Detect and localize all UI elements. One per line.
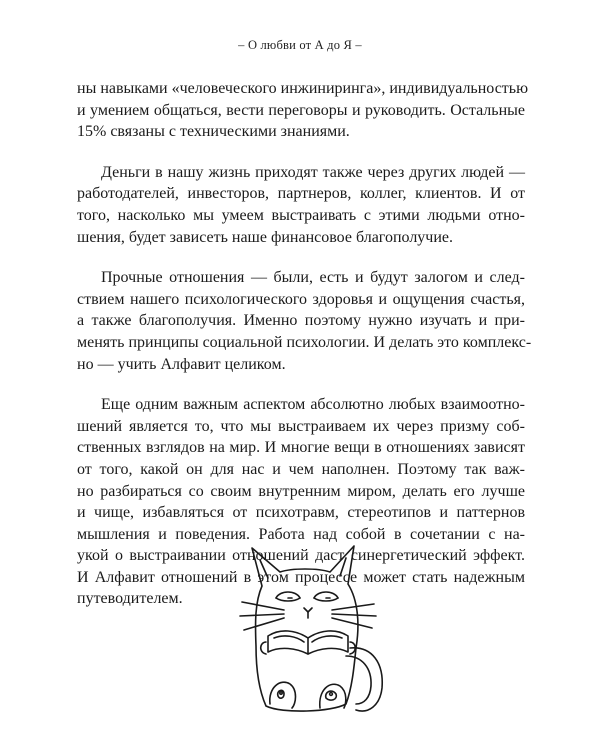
text-line: от того, какой он для нас и чем наполнен. Поэтому так важ- — [77, 460, 525, 478]
text-line: укой о выстраивании отношений даст синергетический эффект. — [77, 547, 525, 565]
text-line: ны навыками «человеческого инжиниринга», индивидуальностью — [77, 80, 529, 97]
cat-reading-book-icon — [222, 538, 392, 718]
text-line: 15% связаны с техническими знаниями. — [77, 123, 350, 141]
text-line: шения, будет зависеть наше финансовое благополучие. — [77, 228, 454, 246]
paragraph-1 — [77, 78, 529, 143]
text-line: мышления и поведения. Работа над собой в сочетании с на- — [77, 525, 525, 543]
text-line: Деньги в нашу жизнь приходят также через других людей — — [101, 163, 525, 181]
text-line: И Алфавит отношений в этом процессе может стать надежным — [77, 568, 525, 586]
text-line: менять принципы социальной психологии. И делать это комплекс- — [77, 333, 532, 351]
paragraph-3 — [77, 267, 532, 375]
text-line: и чище, избавляться от психотравм, стереотипов и паттернов — [77, 504, 525, 522]
text-line: того, насколько мы умеем выстраивать с этими людьми отно- — [77, 206, 525, 224]
text-line: но — учить Алфавит целиком. — [77, 355, 286, 373]
paragraph-2 — [77, 162, 525, 248]
text-line: Прочные отношения — были, есть и будут залогом и след- — [101, 269, 525, 287]
text-line: ственных взглядов на мир. И многие вещи в отношениях зависят — [77, 439, 525, 457]
text-line: ствием нашего психологического здоровья и ощущения счастья, — [77, 290, 525, 308]
text-line: путеводителем. — [77, 590, 183, 608]
running-header: – О любви от А до Я – — [238, 38, 362, 52]
text-line: а также благополучия. Именно поэтому нужно изучать и при- — [77, 312, 525, 330]
text-line: Еще одним важным аспектом абсолютно любых взаимоотно- — [101, 396, 525, 414]
text-line: и умением общаться, вести переговоры и руководить. Остальные — [77, 101, 525, 119]
text-line: работодателей, инвесторов, партнеров, коллег, клиентов. И от — [77, 185, 525, 203]
text-line: шений является то, что мы выстраиваем их через призму соб- — [77, 417, 525, 435]
text-line: но разбираться со своим внутренним миром, делать его лучше — [77, 482, 525, 500]
